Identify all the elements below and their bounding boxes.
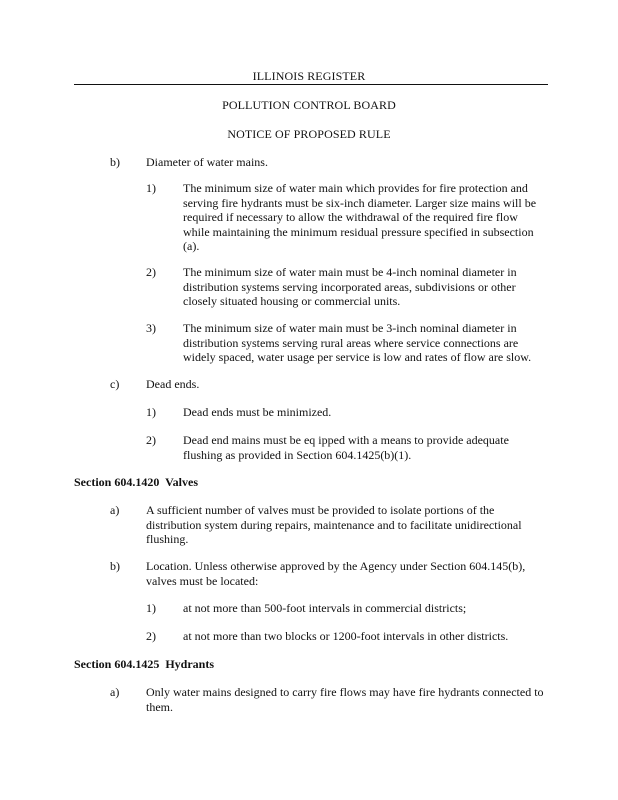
subsection-b-label: b) [110,155,120,169]
hydrants-a-label: a) [110,685,120,699]
subsection-b-heading: Diameter of water mains. [146,155,268,169]
hydrants-a-text: Only water mains designed to carry fire flows may have fire hydrants connected to them. [146,685,544,714]
valves-b-text: Location. Unless otherwise approved by the Agency under Section 604.145(b), valves must be located: [146,559,526,588]
valves-b-label: b) [110,559,120,573]
valves-a-label: a) [110,503,120,517]
subsection-c-label: c) [110,377,120,391]
section-1420-title: Section 604.1420 Valves [74,475,199,489]
item-c2-number: 2) [146,433,156,447]
item-b3-text: The minimum size of water main must be 3-inch nominal diameter in distribution systems serving rural areas where service connections are widely spaced, water usage per service is low and rates of flow are slow. [183,321,532,365]
valves-b2-text: at not more than two blocks or 1200-foot intervals in other districts. [183,629,509,643]
item-c1-number: 1) [146,405,156,419]
item-b2-text: The minimum size of water main must be 4-inch nominal diameter in distribution systems serving incorporated areas, subdivisions or other closely situated housing or commercial units. [183,265,517,309]
board-title: POLLUTION CONTROL BOARD [222,98,396,112]
valves-b2-number: 2) [146,629,156,643]
item-b1-text: The minimum size of water main which provides for fire protection and serving fire hydrants must be six-inch diameter. Larger size mains will be required if necessary to allow the withdrawal of the required fire flow while maintaining the minimum residual pressure specified in subsection (a). [183,181,537,254]
item-b3-number: 3) [146,321,156,335]
register-title: ILLINOIS REGISTER [252,69,366,83]
notice-title: NOTICE OF PROPOSED RULE [227,127,391,141]
item-c2-text: Dead end mains must be eq ipped with a means to provide adequate flushing as provided in Section 604.1425(b)(1). [183,433,509,462]
valves-a-text: A sufficient number of valves must be provided to isolate portions of the distribution system during repairs, maintenance and to facilitate unidirectional flushing. [146,503,522,547]
valves-b1-number: 1) [146,601,156,615]
section-1425-title: Section 604.1425 Hydrants [74,657,215,671]
valves-b1-text: at not more than 500-foot intervals in commercial districts; [183,601,467,615]
item-b1-number: 1) [146,181,156,195]
item-c1-text: Dead ends must be minimized. [183,405,332,419]
item-b2-number: 2) [146,265,156,279]
header-rule [74,84,548,85]
subsection-c-heading: Dead ends. [146,377,200,391]
